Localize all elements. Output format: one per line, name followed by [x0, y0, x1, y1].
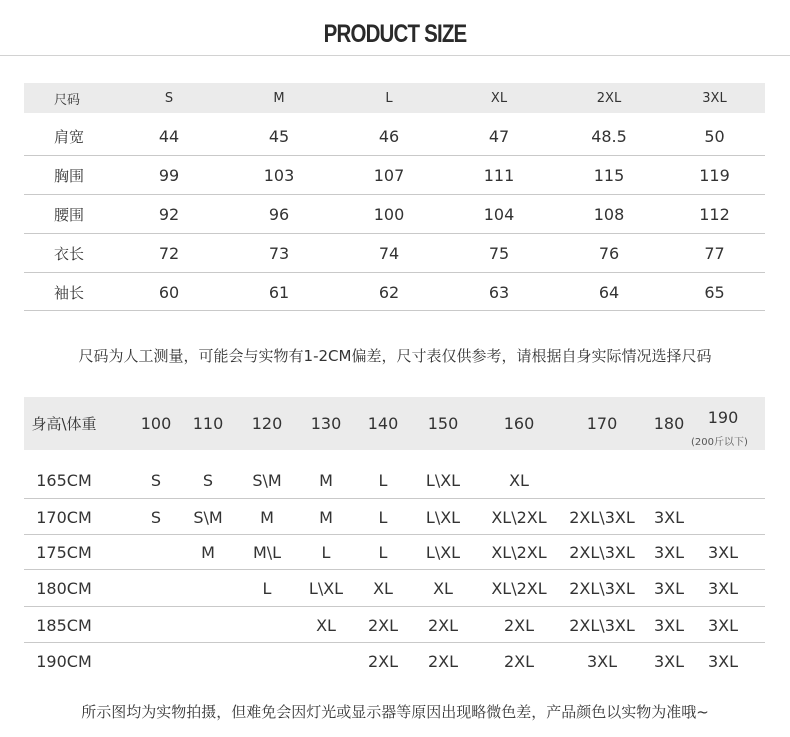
table-row [24, 607, 765, 643]
table-cell: L\XL [308, 579, 344, 598]
table-cell: 76 [598, 244, 620, 263]
header-label: 尺码 [54, 92, 81, 108]
table-cell: XL [316, 615, 336, 635]
table-cell: 77 [704, 244, 725, 263]
table-cell: 60 [158, 282, 180, 302]
table-cell [183, 570, 233, 607]
table-cell: XL [373, 579, 393, 598]
table-row [24, 499, 765, 535]
measurement-note: 尺码为人工测量，可能会与实物有1-2CM偏差，尺寸表仅供参考，请根据自身实际情况选择尺码 [78, 347, 712, 365]
row-label: 190CM [36, 651, 92, 671]
table-cell: 46 [378, 126, 400, 146]
table-cell: 111 [483, 166, 515, 185]
weight-limit-note: (200斤以下) [691, 437, 748, 448]
table-cell: L\XL [425, 543, 461, 562]
row-divider [24, 310, 765, 311]
table-cell: L\XL [425, 471, 461, 490]
table-cell [562, 462, 642, 499]
row-label: 185CM [36, 615, 92, 635]
table-cell: S\M [252, 471, 282, 490]
table-cell: 99 [158, 166, 180, 185]
table-cell: 2XL\3XL [569, 579, 635, 598]
table-cell: 3XL [586, 651, 618, 671]
table-cell: 62 [378, 282, 400, 302]
table-row [24, 195, 765, 234]
table-cell: 50 [704, 126, 725, 146]
table-cell: 2XL [427, 651, 459, 671]
table-cell: 100 [373, 205, 405, 224]
table-row [24, 156, 765, 195]
table-cell: 74 [378, 244, 400, 263]
size-header: XL [490, 90, 508, 106]
table-cell: 72 [158, 244, 180, 263]
table-cell: 3XL [653, 615, 685, 635]
table-cell: 2XL [503, 615, 535, 635]
table-cell: 2XL\3XL [569, 543, 635, 562]
table-row [24, 643, 765, 679]
table-cell: S [150, 507, 162, 527]
row-label: 165CM [36, 471, 92, 490]
table-cell: L [378, 507, 388, 527]
table-cell: S\M [193, 507, 223, 527]
table-cell: M\L [252, 543, 282, 562]
table-cell: 104 [483, 205, 515, 224]
row-label: 衣长 [54, 245, 85, 263]
table-cell: M [319, 507, 333, 527]
table-cell: 3XL [653, 651, 685, 671]
weight-header: 160 [503, 414, 535, 433]
size-header: 3XL [702, 90, 727, 106]
table-cell: 64 [598, 282, 620, 302]
table-cell [697, 499, 749, 535]
table-cell [697, 462, 749, 499]
table-cell: M [260, 507, 274, 527]
row-label: 袖长 [54, 283, 85, 302]
table-cell: M [319, 471, 333, 490]
table-cell: 103 [263, 166, 295, 185]
table-cell: 2XL [427, 615, 459, 635]
table-cell [238, 643, 296, 679]
table-cell: 3XL [707, 543, 739, 562]
table-cell: 44 [158, 126, 180, 146]
table-cell: L [378, 543, 388, 562]
table-cell: 61 [268, 282, 290, 302]
table-cell: L [321, 543, 331, 562]
table-cell: M [201, 543, 215, 562]
size-header: 2XL [596, 90, 622, 106]
weight-header: 140 [367, 414, 399, 433]
table-cell: 75 [488, 244, 510, 263]
table-cell [297, 643, 355, 679]
table-cell: 65 [704, 282, 725, 302]
table-cell: 3XL [707, 615, 739, 635]
table-cell [183, 643, 233, 679]
table-cell: 3XL [653, 579, 685, 598]
table-cell: 2XL\3XL [569, 615, 635, 635]
table-cell: XL [433, 579, 453, 598]
table-cell: 48.5 [591, 126, 627, 146]
table-cell: 73 [268, 244, 290, 263]
table-cell: 2XL [367, 615, 399, 635]
table-cell: 63 [488, 282, 510, 302]
fit-table-header [24, 397, 765, 450]
row-label: 胸围 [54, 167, 85, 185]
row-label: 175CM [36, 543, 92, 562]
table-cell: 3XL [653, 543, 685, 562]
page-title: PRODUCT SIZE [323, 20, 467, 48]
weight-header: 110 [192, 414, 224, 433]
weight-header: 120 [251, 414, 283, 433]
table-cell: S [150, 471, 162, 490]
weight-header: 150 [427, 414, 459, 433]
table-cell: 107 [373, 166, 405, 185]
header-label: 身高\体重 [31, 415, 97, 433]
weight-header: 130 [310, 414, 342, 433]
table-row [24, 234, 765, 273]
photo-note: 所示图均为实物拍摄，但难免会因灯光或显示器等原因出现略微色差，产品颜色以实物为准哦~ [81, 703, 709, 721]
table-row [24, 535, 765, 570]
table-row [24, 116, 765, 156]
size-header: S [164, 90, 174, 106]
size-header: L [385, 90, 393, 106]
table-cell: 108 [593, 205, 625, 224]
table-row [24, 273, 765, 311]
table-cell [131, 535, 181, 570]
table-cell [238, 607, 296, 643]
table-cell: 92 [158, 205, 180, 224]
table-cell: XL\2XL [491, 507, 547, 527]
table-cell [131, 643, 181, 679]
size-header: M [273, 90, 285, 106]
row-label: 180CM [36, 579, 92, 598]
table-cell: 2XL [367, 651, 399, 671]
table-cell [131, 570, 181, 607]
table-cell: L [262, 579, 272, 598]
row-label: 腰围 [54, 206, 85, 224]
table-cell [183, 607, 233, 643]
row-label: 170CM [36, 507, 92, 527]
title-divider [0, 55, 790, 56]
row-label: 肩宽 [54, 127, 85, 146]
table-cell: 2XL\3XL [569, 507, 635, 527]
table-cell: L [378, 471, 388, 490]
table-cell: 47 [488, 126, 510, 146]
table-cell: 3XL [707, 651, 739, 671]
table-cell: 45 [268, 126, 290, 146]
table-cell: 119 [699, 166, 730, 185]
table-cell: 96 [268, 205, 290, 224]
table-cell: XL\2XL [491, 579, 547, 598]
table-cell: 3XL [653, 507, 685, 527]
table-cell: XL [509, 471, 529, 490]
weight-header: 190 [707, 407, 739, 427]
table-cell [131, 607, 181, 643]
table-cell: 2XL [503, 651, 535, 671]
weight-header: 170 [586, 414, 618, 433]
table-row [24, 462, 765, 499]
table-cell: 3XL [707, 579, 739, 598]
weight-header: 180 [653, 414, 685, 433]
table-cell: S [202, 471, 214, 490]
table-cell: 112 [699, 205, 730, 224]
table-cell: XL\2XL [491, 543, 547, 562]
table-cell: L\XL [425, 507, 461, 527]
table-cell: 115 [593, 166, 625, 185]
size-table-header [24, 83, 765, 113]
table-row [24, 570, 765, 607]
weight-header: 100 [140, 414, 172, 433]
table-cell [643, 462, 695, 499]
